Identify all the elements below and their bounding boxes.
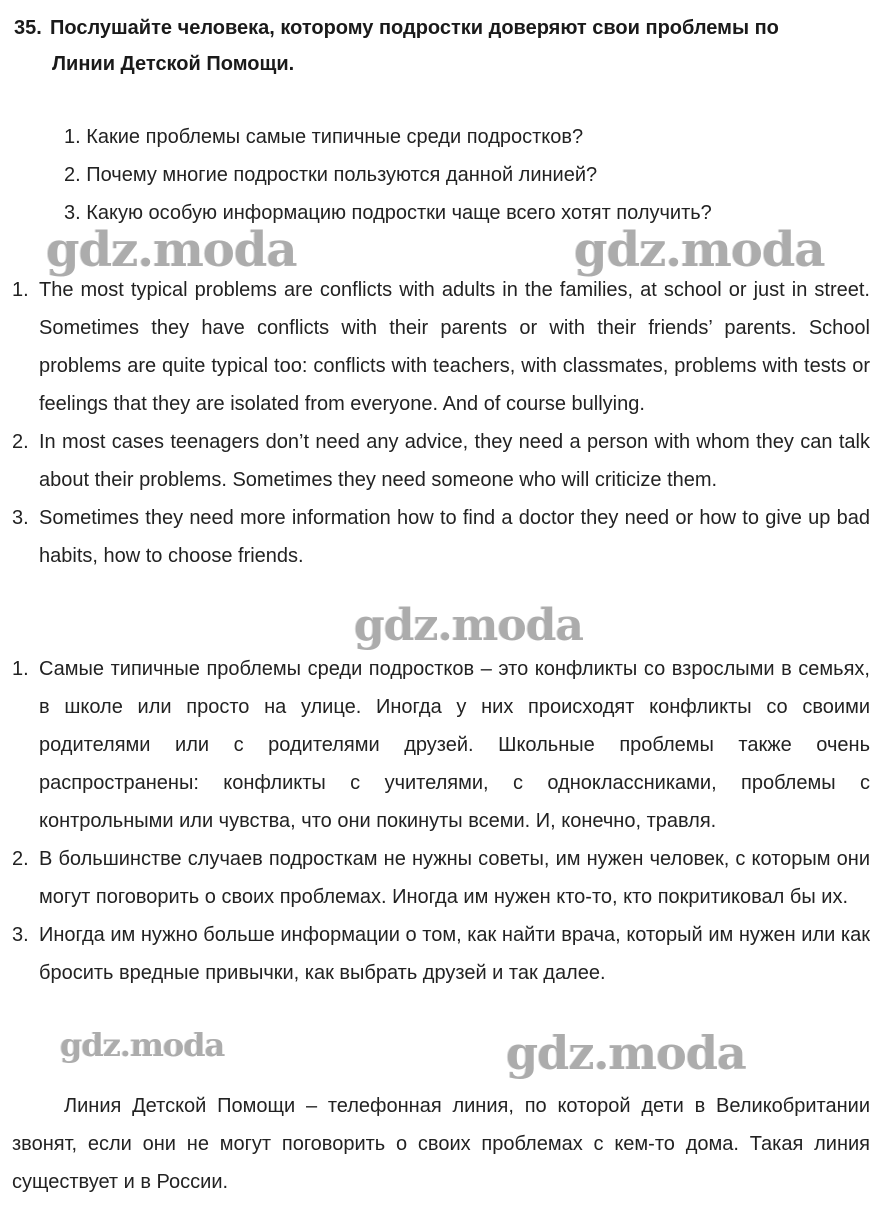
answer-number: 1. bbox=[12, 658, 29, 680]
answer-item-en bbox=[12, 499, 870, 575]
answer-item-ru bbox=[12, 840, 870, 916]
answer-text: Самые типичные проблемы среди подростков – это конфликты со взрослыми в семьях, в школе или просто на улице. Иногда у них происходят конфликты со своими родителями или с родителями друзей. Школьные проблемы также очень распространены: конфликты с учителями, с одноклассниками, проблемы с контрольными или чувства, что они покинуты всеми. И, конечно, травля. bbox=[39, 658, 870, 832]
question-item: 3. Какую особую информацию подростки чаще всего хотят получить? bbox=[64, 202, 712, 224]
answer-item-ru bbox=[12, 916, 870, 992]
question-item: 2. Почему многие подростки пользуются данной линией? bbox=[64, 164, 598, 186]
answer-number: 2. bbox=[12, 848, 29, 870]
answer-text: В большинстве случаев подросткам не нужны советы, им нужен человек, с которым они могут поговорить о своих проблемах. Иногда им нужен кто-то, кто покритиковал бы их. bbox=[39, 848, 870, 908]
footnote-paragraph: Линия Детской Помощи – телефонная линия, по которой дети в Великобритании звонят, если они не могут поговорить о своих проблемах с кем-то дома. Такая линия существует и в России. bbox=[12, 1095, 870, 1193]
watermark: gdz.moda bbox=[574, 222, 825, 278]
answer-number: 3. bbox=[12, 507, 29, 529]
watermark: gdz.moda bbox=[46, 222, 297, 278]
task-title-line1: Послушайте человека, которому подростки доверяют свои проблемы по bbox=[50, 17, 779, 39]
answer-item-en bbox=[12, 271, 870, 423]
answer-text: Sometimes they need more information how to find a doctor they need or how to give up bad habits, how to choose friends. bbox=[39, 507, 870, 567]
question-item: 1. Какие проблемы самые типичные среди подростков? bbox=[64, 126, 584, 148]
answer-number: 2. bbox=[12, 431, 29, 453]
answer-text: In most cases teenagers don’t need any advice, they need a person with whom they can talk about their problems. Sometimes they need someone who will criticize them. bbox=[39, 431, 870, 491]
answer-number: 1. bbox=[12, 279, 29, 301]
task-title bbox=[14, 10, 876, 82]
answer-list-english bbox=[12, 271, 870, 575]
watermark: gdz.moda bbox=[60, 1026, 225, 1064]
answer-text: The most typical problems are conflicts with adults in the families, at school or just in street. Sometimes they have conflicts with their parents or with their friends’ parents. School problems are quite typical too: conflicts with teachers, with classmates, problems with tests or feelings that they are isolated from everyone. And of course bullying. bbox=[39, 279, 870, 415]
watermark: gdz.moda bbox=[506, 1026, 746, 1080]
answer-list-russian bbox=[12, 650, 870, 992]
answer-text: Иногда им нужно больше информации о том, как найти врача, который им нужен или как бросить вредные привычки, как выбрать друзей и так далее. bbox=[39, 924, 870, 984]
question-list bbox=[64, 118, 712, 232]
watermark: gdz.moda bbox=[354, 600, 584, 651]
task-number: 35. bbox=[14, 17, 42, 39]
answer-number: 3. bbox=[12, 924, 29, 946]
answer-item-ru bbox=[12, 650, 870, 840]
task-title-line2: Линии Детской Помощи. bbox=[52, 53, 295, 75]
answer-item-en bbox=[12, 423, 870, 499]
